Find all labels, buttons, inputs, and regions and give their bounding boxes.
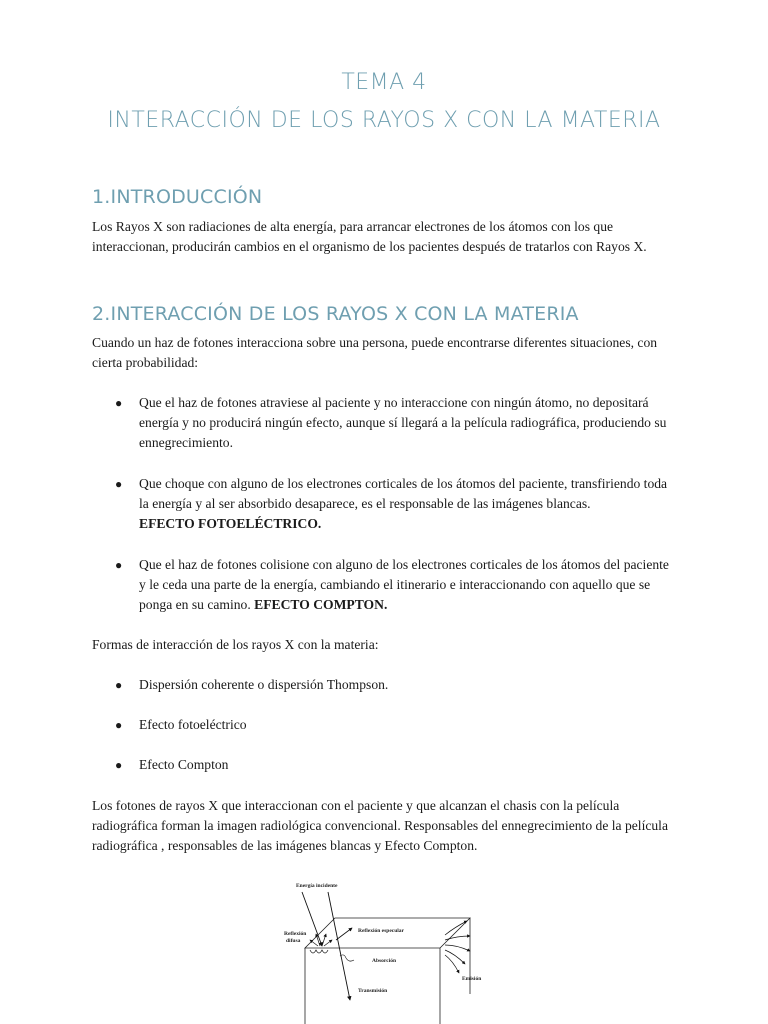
form-item-2: Efecto fotoeléctrico [139, 717, 247, 732]
bullet2-bold: EFECTO FOTOELÉCTRICO. [139, 516, 322, 531]
bullet-icon: ● [115, 678, 123, 692]
bullet3-bold: EFECTO COMPTON. [254, 597, 388, 612]
forms-intro: Formas de interacción de los rayos X con la materia: [92, 637, 379, 652]
list-item [139, 393, 679, 453]
label-diffuse-1: Reflexión [284, 931, 307, 937]
bullet1-text: Que el haz de fotones atraviese al paciente y no interaccione con ningún átomo, no depositará energía y no producirá ningún efecto, aunque sí llegará a la película radiográfica, produciendo su ennegrecimiento. [139, 395, 667, 450]
bullet2-text: Que choque con alguno de los electrones corticales de los átomos del paciente, transfiriendo toda la energía y al ser absorbido desaparece, es el responsable de las imágenes blancas. [139, 476, 668, 511]
bullet-icon: ● [115, 477, 123, 491]
label-emission: Emisión [462, 976, 482, 982]
bullet-icon: ● [115, 396, 123, 410]
form-item-1: Dispersión coherente o dispersión Thompson. [139, 677, 389, 692]
label-incident: Energía incidente [296, 883, 338, 889]
list-item [139, 555, 679, 615]
bullet-icon: ● [115, 758, 123, 772]
list-item [139, 474, 679, 534]
form-item-3: Efecto Compton [139, 757, 229, 772]
document-title-line2: INTERACCIÓN DE LOS RAYOS X CON LA MATERIA [107, 108, 661, 133]
section2-heading: 2.INTERACCIÓN DE LOS RAYOS X CON LA MATERIA [92, 303, 579, 325]
label-diffuse-2: difusa [286, 938, 301, 944]
bullet-icon: ● [115, 558, 123, 572]
section1-heading: 1.INTRODUCCIÓN [92, 186, 263, 208]
interaction-diagram [280, 870, 502, 1024]
label-absorption: Absorción [372, 958, 397, 964]
section1-paragraph: Los Rayos X son radiaciones de alta energía, para arrancar electrones de los átomos con los que interaccionan, producirán cambios en el organismo de los pacientes después de tratarlos con Rayos X. [92, 219, 647, 254]
document-title-line1: TEMA 4 [341, 70, 427, 95]
closing-paragraph: Los fotones de rayos X que interaccionan con el paciente y que alcanzan el chasis con la película radiográfica forman la imagen radiológica convencional. Responsables del ennegrecimiento de la película radiográfica , responsables de las imágenes blancas y Efecto Compton. [92, 798, 668, 853]
section2-intro: Cuando un haz de fotones interacciona sobre una persona, puede encontrarse diferentes situaciones, con cierta probabilidad: [92, 335, 658, 370]
bullet-icon: ● [115, 718, 123, 732]
bullet3-text: Que el haz de fotones colisione con alguno de los electrones corticales de los átomos del paciente y le ceda una parte de la energía, cambiando el itinerario e interaccionando con aquello que se ponga en su camino. [139, 557, 669, 612]
label-specular: Reflexión especular [358, 928, 404, 934]
label-transmission: Transmisión [358, 988, 388, 994]
